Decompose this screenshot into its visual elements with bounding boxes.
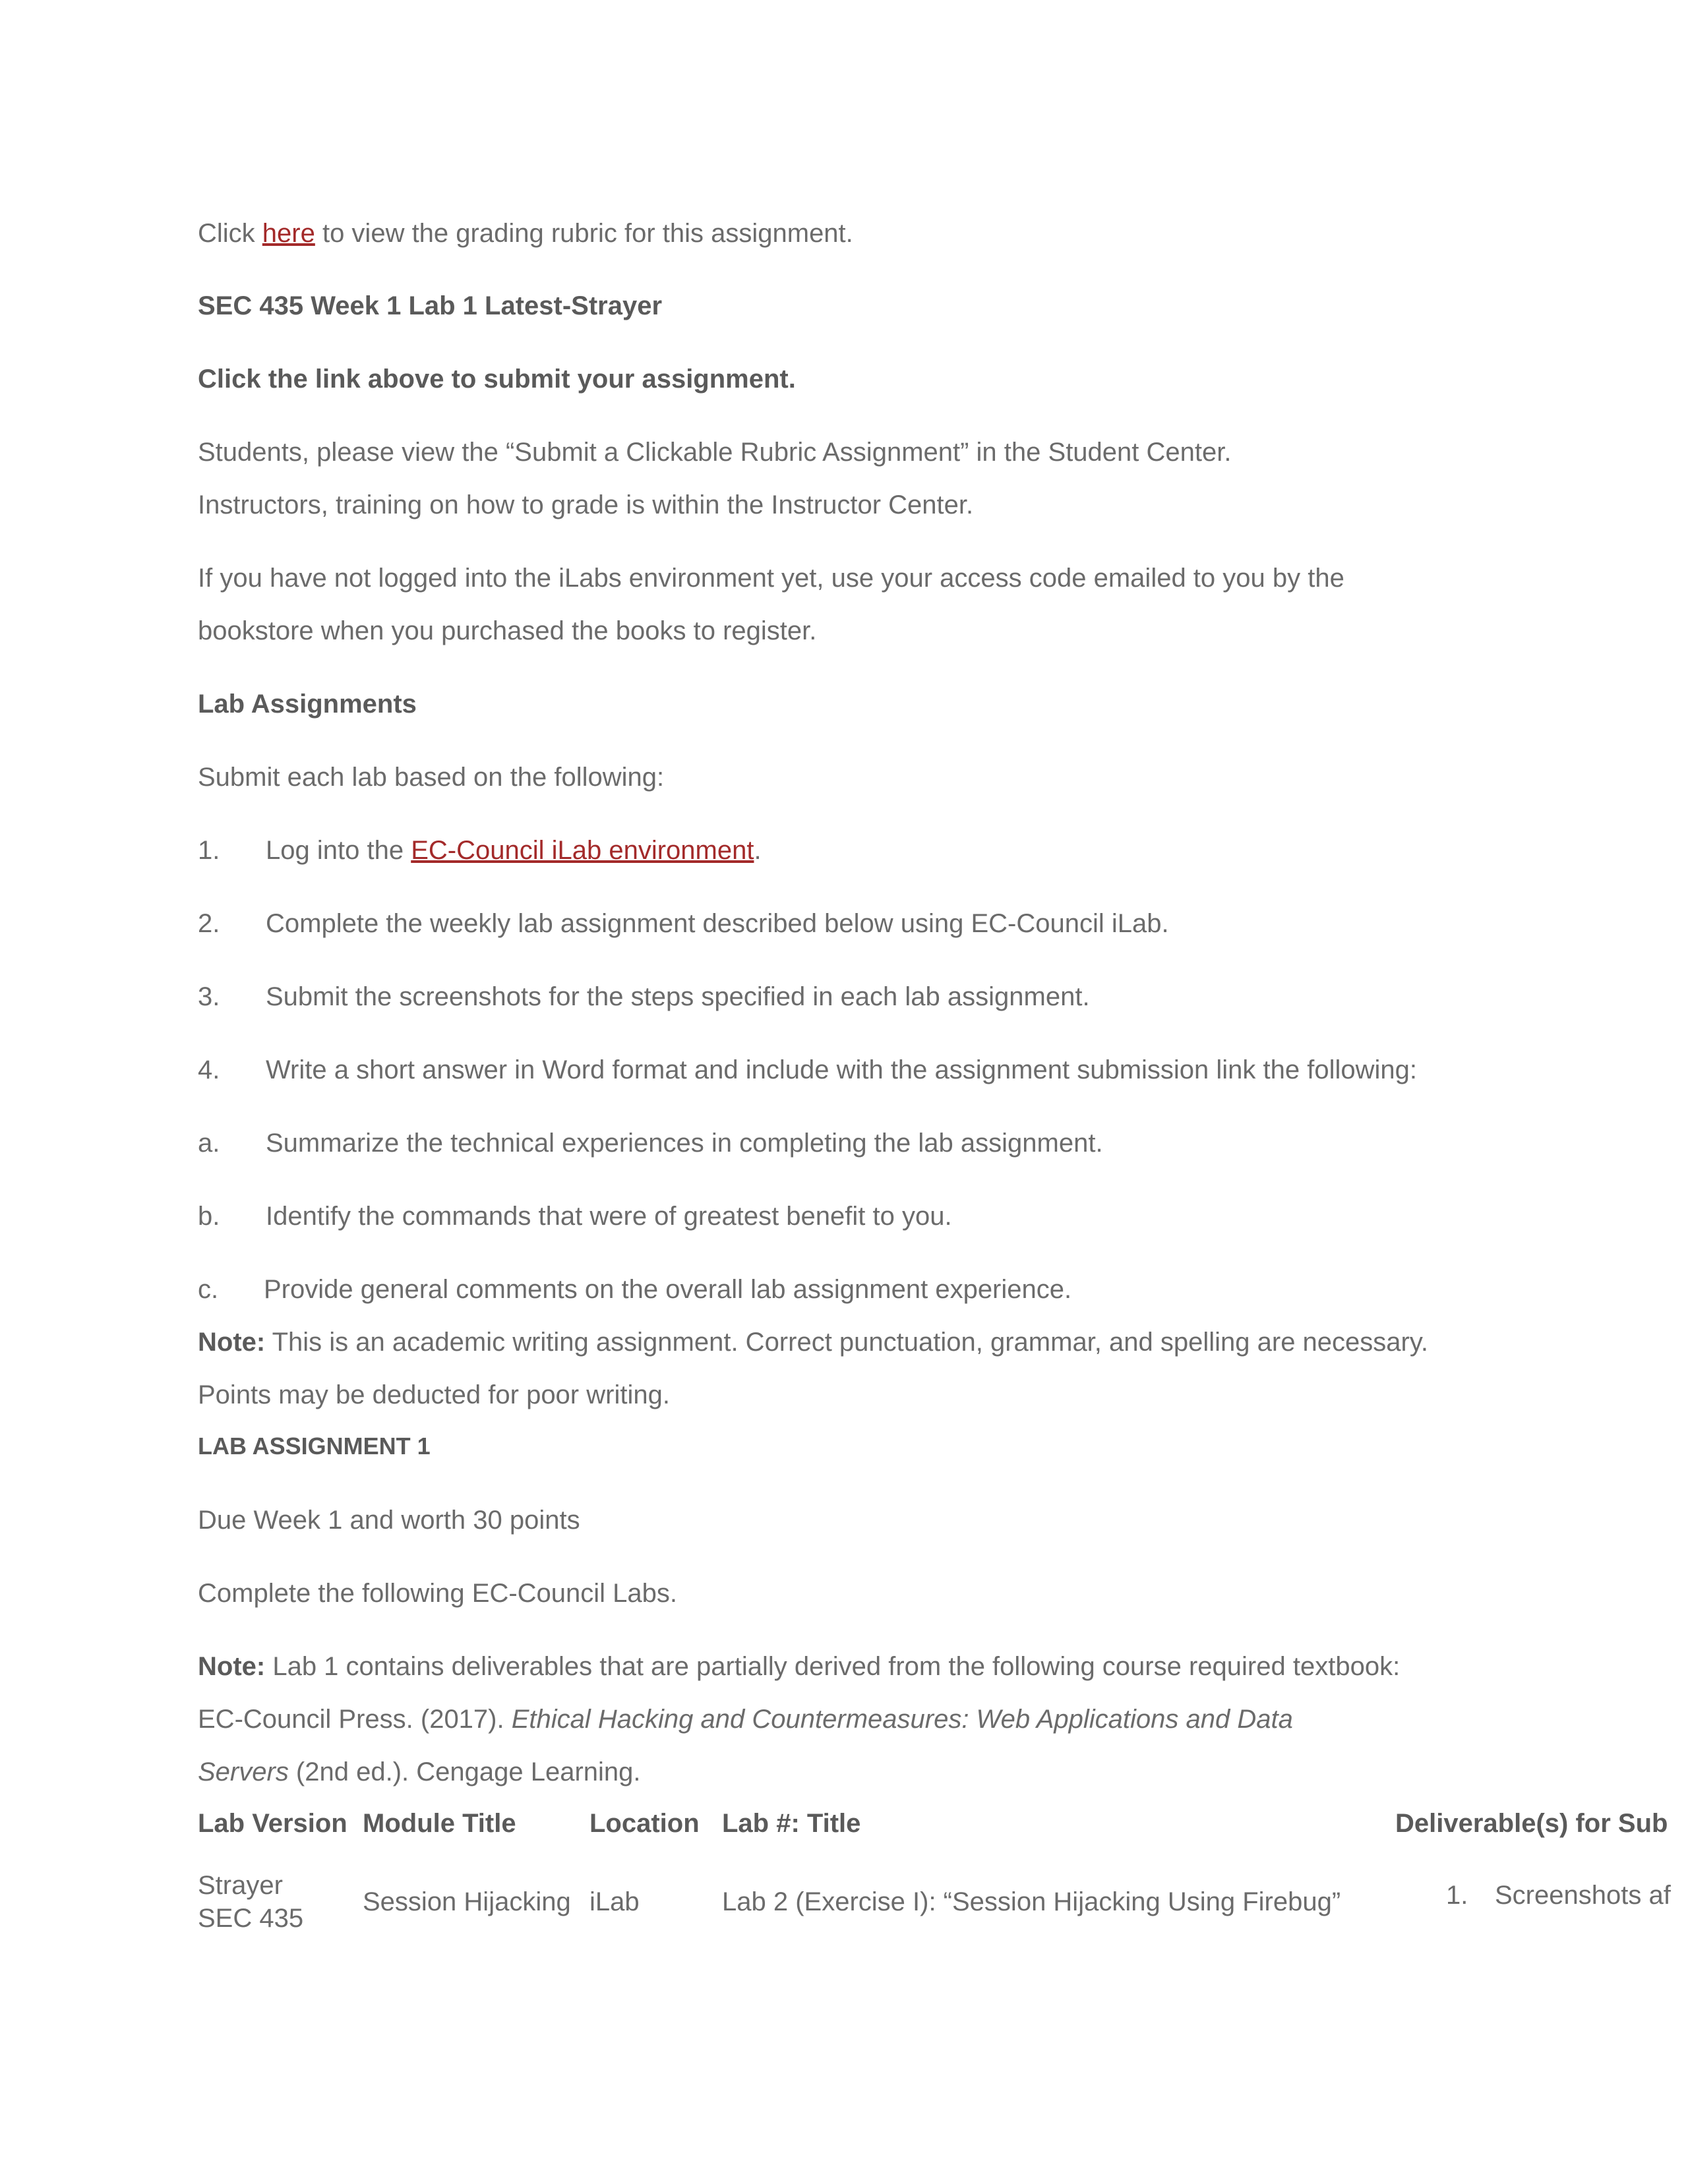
step-1-before: Log into the — [266, 836, 411, 865]
document-page — [198, 0, 1688, 2184]
submit-each-line: Submit each lab based on the following: — [198, 763, 665, 792]
complete-labs-line: Complete the following EC-Council Labs. — [198, 1579, 678, 1608]
due-line: Due Week 1 and worth 30 points — [198, 1506, 580, 1535]
submit-heading: Click the link above to submit your assignment. — [198, 365, 796, 394]
note-label: Note: — [198, 1328, 266, 1357]
table-header-lab-version: Lab Version — [198, 1809, 347, 1838]
cell-lab-title: Lab 2 (Exercise I): “Session Hijacking Using Firebug” — [722, 1887, 1341, 1916]
table-header-location: Location — [589, 1809, 700, 1838]
step-1-after: . — [754, 836, 762, 865]
list-item-text: Identify the commands that were of greatest benefit to you. — [266, 1202, 952, 1231]
note-textbook-text: Lab 1 contains deliverables that are partially derived from the following course required textbook: — [265, 1652, 1401, 1681]
list-marker: 1. — [198, 836, 220, 865]
note-textbook-line-1 — [198, 1651, 1400, 1682]
list-marker: 4. — [198, 1055, 220, 1084]
cell-module-title: Session Hijacking — [363, 1887, 571, 1916]
list-marker: c. — [198, 1275, 219, 1304]
list-marker: b. — [198, 1202, 220, 1231]
list-item-text — [266, 835, 762, 866]
list-item-text: Write a short answer in Word format and include with the assignment submission link the following: — [266, 1055, 1417, 1084]
lab-assignments-heading: Lab Assignments — [198, 690, 417, 719]
citation-title-end: Servers — [198, 1757, 289, 1786]
list-item-text: Complete the weekly lab assignment described below using EC-Council iLab. — [266, 909, 1169, 938]
ilabs-paragraph-line-2: bookstore when you purchased the books to register. — [198, 616, 817, 645]
list-marker: 3. — [198, 982, 220, 1011]
rubric-here-link[interactable]: here — [262, 219, 315, 248]
note-writing-line-2: Points may be deducted for poor writing. — [198, 1380, 670, 1409]
list-marker: 2. — [198, 909, 220, 938]
list-item-text: Summarize the technical experiences in completing the lab assignment. — [266, 1129, 1103, 1158]
list-item-text: Submit the screenshots for the steps specified in each lab assignment. — [266, 982, 1090, 1011]
note-writing-line-1 — [198, 1326, 1428, 1358]
rubric-line — [198, 218, 853, 249]
table-header-deliverables: Deliverable(s) for Sub — [1395, 1809, 1668, 1838]
note-label: Note: — [198, 1652, 266, 1681]
document-title: SEC 435 Week 1 Lab 1 Latest-Strayer — [198, 291, 663, 320]
note-textbook-line-3 — [198, 1756, 641, 1788]
citation-title: Ethical Hacking and Countermeasures: Web Applications and Data — [511, 1705, 1293, 1734]
ilabs-paragraph-line-1: If you have not logged into the iLabs environment yet, use your access code emailed to you by the — [198, 564, 1344, 593]
rubric-line-before: Click — [198, 219, 262, 248]
list-item-text: Provide general comments on the overall lab assignment experience. — [264, 1275, 1072, 1304]
cell-deliverable-marker: 1. — [1446, 1881, 1468, 1910]
students-line: Students, please view the “Submit a Clickable Rubric Assignment” in the Student Center. — [198, 438, 1232, 467]
ec-council-ilab-link[interactable]: EC-Council iLab environment — [411, 836, 754, 865]
citation-edition: (2nd ed.). Cengage Learning. — [288, 1757, 641, 1786]
note-textbook-line-2 — [198, 1703, 1293, 1735]
note-writing-text: This is an academic writing assignment. Correct punctuation, grammar, and spelling are necessary. — [265, 1328, 1429, 1357]
instructors-line: Instructors, training on how to grade is within the Instructor Center. — [198, 490, 974, 519]
rubric-line-after: to view the grading rubric for this assignment. — [315, 219, 853, 248]
list-marker: a. — [198, 1129, 220, 1158]
table-header-module-title: Module Title — [363, 1809, 516, 1838]
cell-deliverable-text: Screenshots af — [1495, 1881, 1671, 1910]
cell-lab-version-line-2: SEC 435 — [198, 1904, 304, 1933]
lab-assignment-1-heading: LAB ASSIGNMENT 1 — [198, 1432, 431, 1460]
cell-location: iLab — [589, 1887, 640, 1916]
cell-lab-version-line-1: Strayer — [198, 1871, 283, 1900]
table-header-lab-title: Lab #: Title — [722, 1809, 861, 1838]
citation-publisher: EC-Council Press. (2017). — [198, 1705, 512, 1734]
